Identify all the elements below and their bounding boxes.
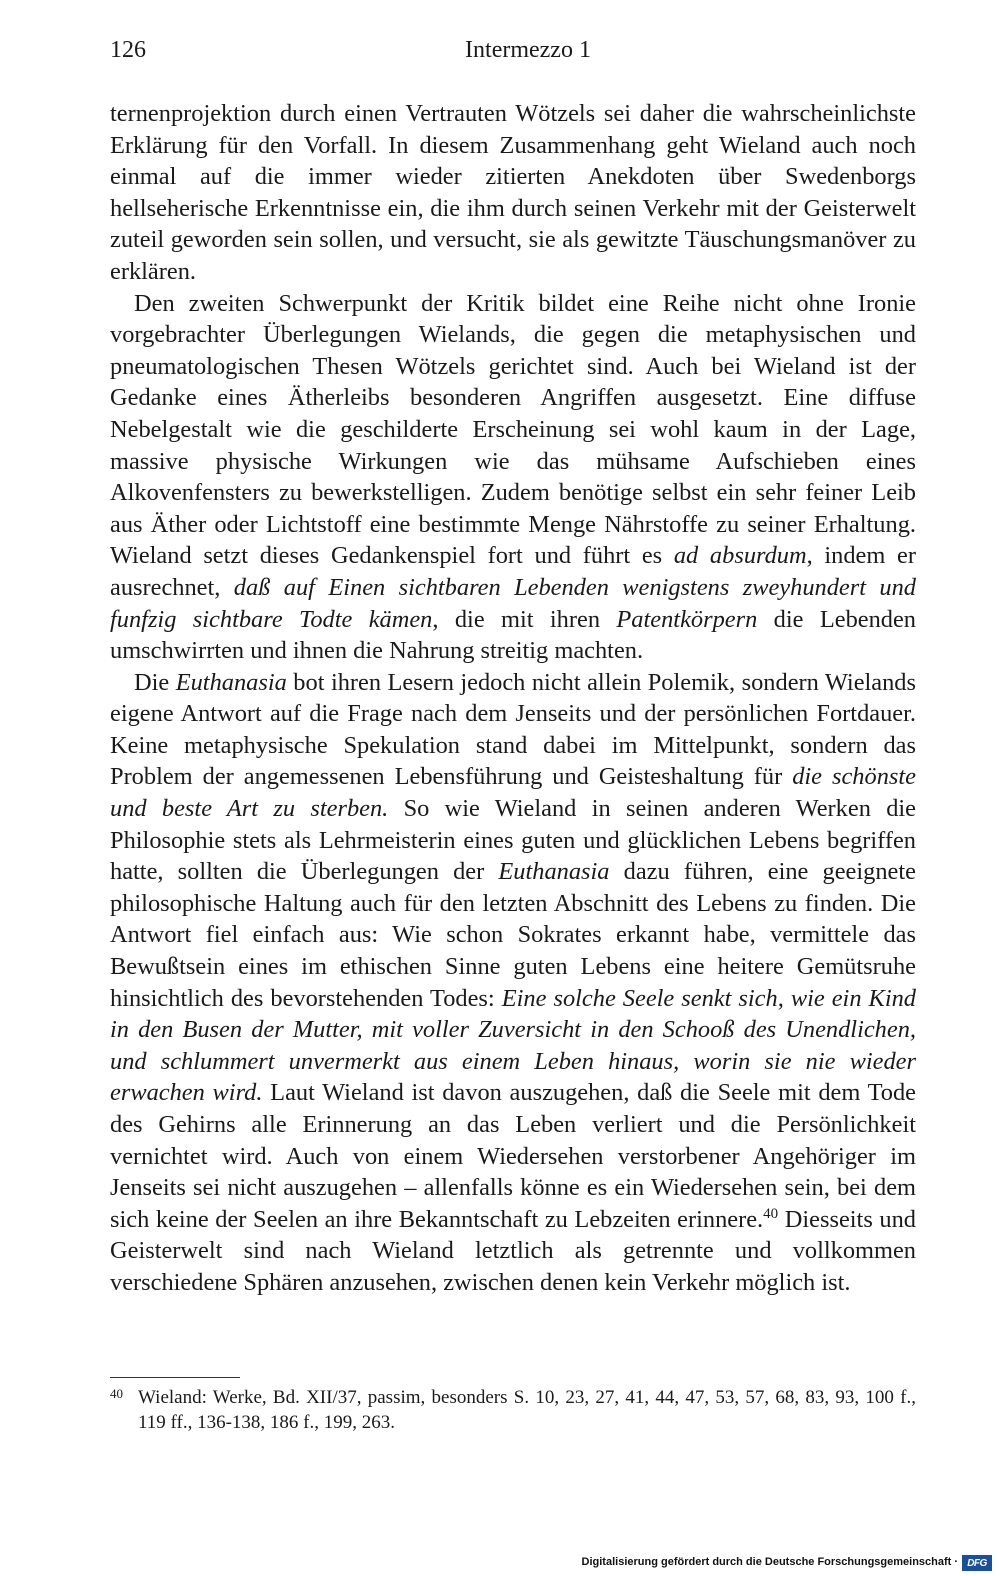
paragraph — [110, 98, 916, 288]
text-run: So wie Wieland in seinen anderen Werken die Philosophie stets als Lehrmeisterin eines guten und glücklichen Lebens begriffen hatte, sollten die Überlegungen der — [110, 795, 916, 886]
text-run: Laut Wieland ist davon auszugehen, daß die Seele mit dem Tode des Gehirns alle Erinnerung an das Leben verliert und die Persönlichkeit vernichtet wird. Auch von einem Wiedersehen verstorbener Angehöriger im Jenseits sei nicht auszugehen – allenfalls könne es ein Wiedersehen sein, bei dem sich keine der Seelen an ihre Bekanntschaft zu Lebzeiten erinnere. — [110, 1079, 916, 1233]
footnote-text: Wieland: Werke, Bd. XII/37, passim, besonders S. 10, 23, 27, 41, 44, 47, 53, 57, 68, 83, 93, 100 f., 119 ff., 136-138, 186 f., 199, 263. — [138, 1387, 916, 1433]
italic-text: Euthanasia — [498, 858, 610, 886]
paragraph — [110, 667, 916, 1299]
italic-text: die schönste und beste Art zu sterben. — [110, 763, 916, 823]
footnote-reference: 40 — [763, 1205, 779, 1222]
credit-text: Digitalisierung gefördert durch die Deutsche Forschungsgemeinschaft — [581, 1556, 952, 1568]
text-run: ternenprojektion durch einen Vertrauten Wötzels sei daher die wahrscheinlichste Erklärung für den Vorfall. In diesem Zusammenhang geht Wieland auch noch einmal auf die immer wieder zitierten Anekdoten über Swedenborgs hellseherische Erkenntnisse ein, die ihm durch seinen Verkehr mit der Geisterwelt zuteil geworden sein sollen, und versucht, sie als gewitzte Täuschungsmanöver zu erklären. — [110, 100, 916, 285]
footnote-number: 40 — [110, 1386, 123, 1401]
footnote — [110, 1385, 916, 1435]
italic-text: Patentkörpern — [616, 605, 758, 633]
italic-text: Euthanasia — [175, 668, 287, 696]
text-run: Den zweiten Schwerpunkt der Kritik bildet eine Reihe nicht ohne Ironie vorgebrachter Überlegungen Wielands, die gegen die metaphysischen und pneumatologischen Thesen Wötzels gerichtet sind. Auch bei Wieland ist der Gedanke eines Ätherleibs besonderen Angriffen ausgesetzt. Eine diffuse Nebelgestalt wie die geschilderte Erscheinung sei wohl kaum in der Lage, massive physische Wirkungen wie das mühsame Aufschieben eines Alkovenfensters zu bewerkstelligen. Zudem benötige selbst ein sehr feiner Leib aus Äther oder Lichtstoff eine bestimmte Menge Nährstoffe zu seiner Erhaltung. Wieland setzt dieses Gedankenspiel fort und führt es — [110, 289, 916, 570]
running-head-title: Intermezzo 1 — [465, 37, 591, 63]
text-run: Diesseits und Geisterwelt sind nach Wieland letztlich als getrennte und vollkommen verschiedene Sphären anzusehen, zwischen denen kein Verkehr möglich ist. — [110, 1205, 916, 1296]
paragraph — [110, 288, 916, 667]
dfg-logo: DFG — [962, 1555, 992, 1571]
text-run: , indem er ausrechnet, — [110, 542, 916, 601]
credit-dot: · — [954, 1556, 958, 1568]
page-number: 126 — [110, 37, 146, 63]
text-run: Die — [134, 668, 176, 696]
text-run: die Lebenden umschwirrten und ihnen die Nahrung streitig machten. — [110, 605, 916, 665]
text-run: , die mit ihren — [432, 605, 617, 633]
footnote-divider — [110, 1377, 240, 1378]
digitization-credit — [582, 1556, 958, 1568]
italic-text: Eine solche Seele senkt sich, wie ein Kind in den Busen der Mutter, mit voller Zuversicht in den Schooß des Unendlichen, und schlummert unvermerkt aus einem Leben hinaus, worin sie nie wieder erwachen wird. — [110, 984, 916, 1107]
text-run: dazu führen, eine geeignete philosophische Haltung auch für den letzten Abschnitt des Lebens zu finden. Die Antwort fiel einfach aus: Wie schon Sokrates erkannt habe, vermittele das Bewußtsein eines im ethischen Sinne guten Lebens eine heitere Gemütsruhe hinsichtlich des bevorstehenden Todes: — [110, 858, 916, 1012]
italic-text: ad absurdum — [673, 542, 807, 570]
body-text — [110, 98, 916, 1299]
text-run: bot ihren Lesern jedoch nicht allein Polemik, sondern Wielands eigene Antwort auf die Frage nach dem Jenseits und der persönlichen Fortdauer. Keine metaphysische Spekulation stand dabei im Mittelpunkt, sondern das Problem der angemessenen Lebensführung und Geisteshaltung für — [110, 668, 916, 791]
italic-text: daß auf Einen sichtbaren Lebenden wenigstens zweyhundert und funfzig sichtbare Todte kämen — [110, 573, 916, 633]
